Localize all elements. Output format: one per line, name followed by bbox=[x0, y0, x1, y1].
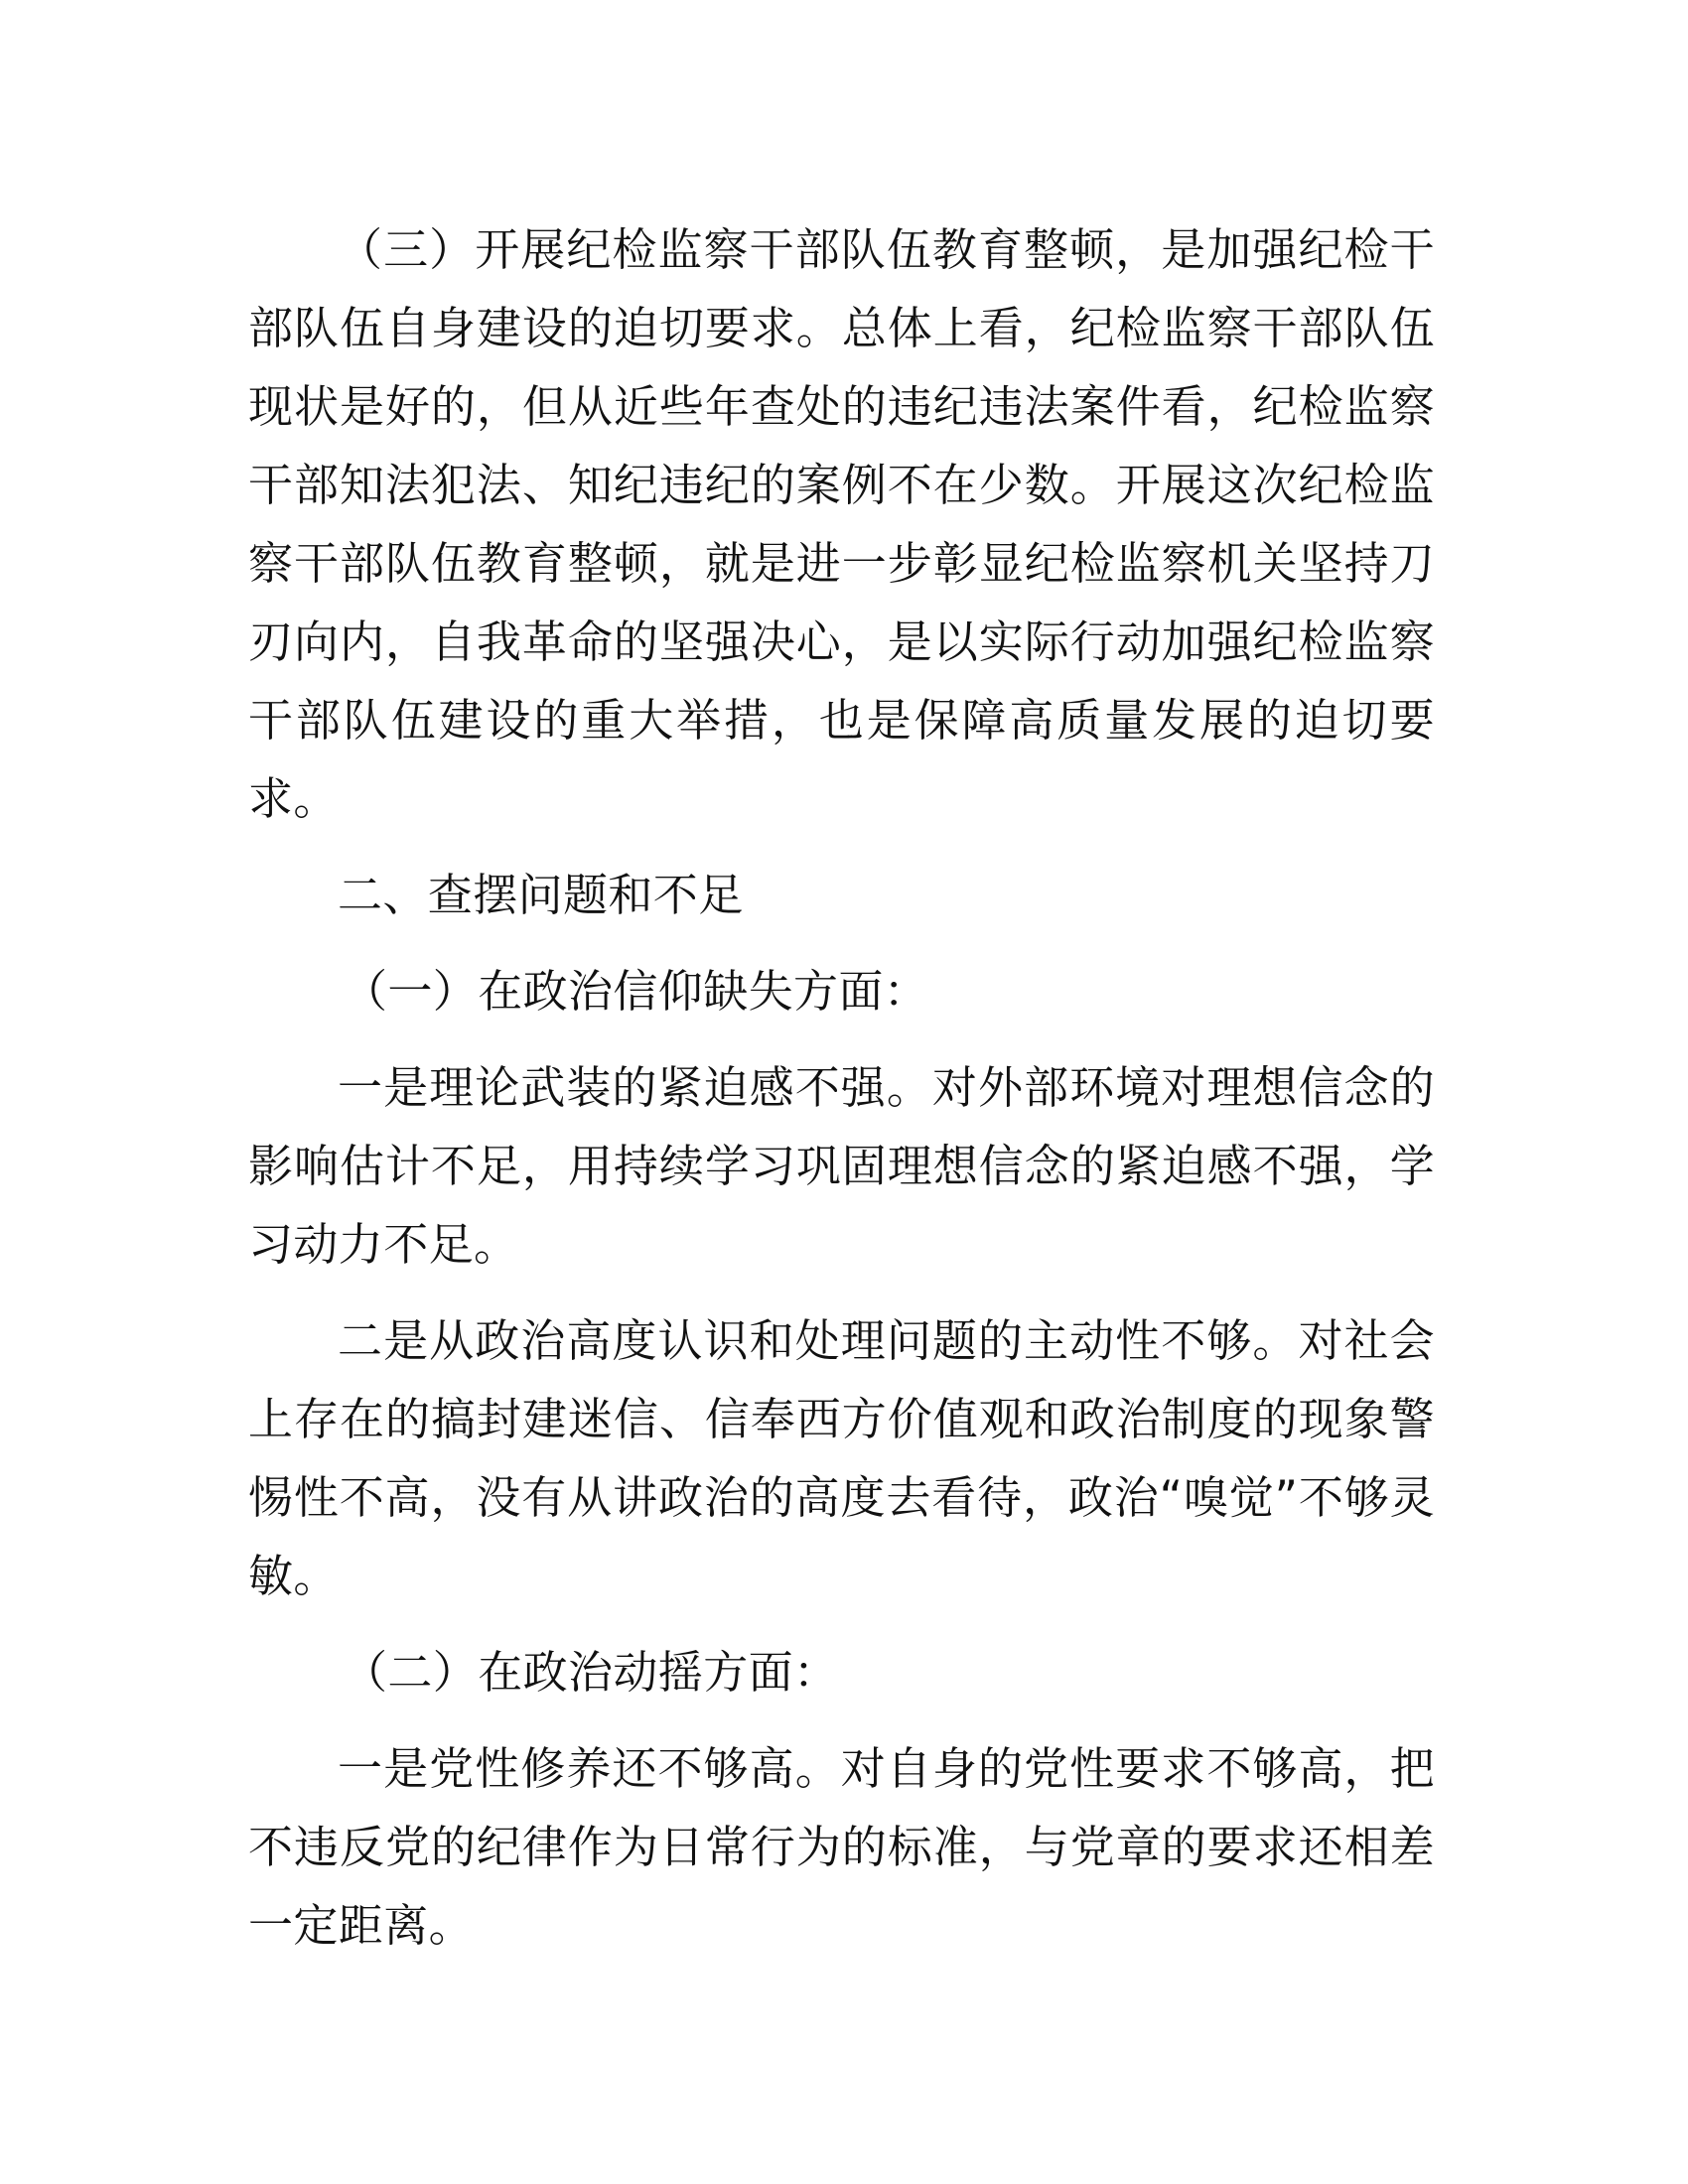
paragraph-political-initiative: 二是从政治高度认识和处理问题的主动性不够。对社会上存在的搞封建迷信、信奉西方价值观和政治制度的现象警惕性不高，没有从讲政治的高度去看待，政治“嗅觉”不够灵敏。 bbox=[248, 1314, 1435, 1602]
paragraph-party-spirit: 一是党性修养还不够高。对自身的党性要求不够高，把不违反党的纪律作为日常行为的标准，与党章的要求还相差一定距离。 bbox=[248, 1742, 1435, 1952]
document-body bbox=[248, 210, 1435, 1982]
paragraph-theory-armament: 一是理论武装的紧迫感不强。对外部环境对理想信念的影响估计不足，用持续学习巩固理想信念的紧迫感不强，学习动力不足。 bbox=[248, 1061, 1435, 1271]
paragraph-section-three: （三）开展纪检监察干部队伍教育整顿，是加强纪检干部队伍自身建设的迫切要求。总体上看，纪检监察干部队伍现状是好的，但从近些年查处的违纪违法案件看，纪检监察干部知法犯法、知纪违纪的案例不在少数。开展这次纪检监察干部队伍教育整顿，就是进一步彰显纪检监察机关坚持刀刃向内，自我革命的坚强决心，是以实际行动加强纪检监察干部队伍建设的重大举措，也是保障高质量发展的迫切要求。 bbox=[248, 223, 1435, 825]
heading-problems-and-shortcomings: 二、查摆问题和不足 bbox=[338, 869, 744, 921]
subheading-political-belief: （一）在政治信仰缺失方面： bbox=[343, 965, 929, 1018]
subheading-political-wavering: （二）在政治动摇方面： bbox=[343, 1646, 839, 1699]
